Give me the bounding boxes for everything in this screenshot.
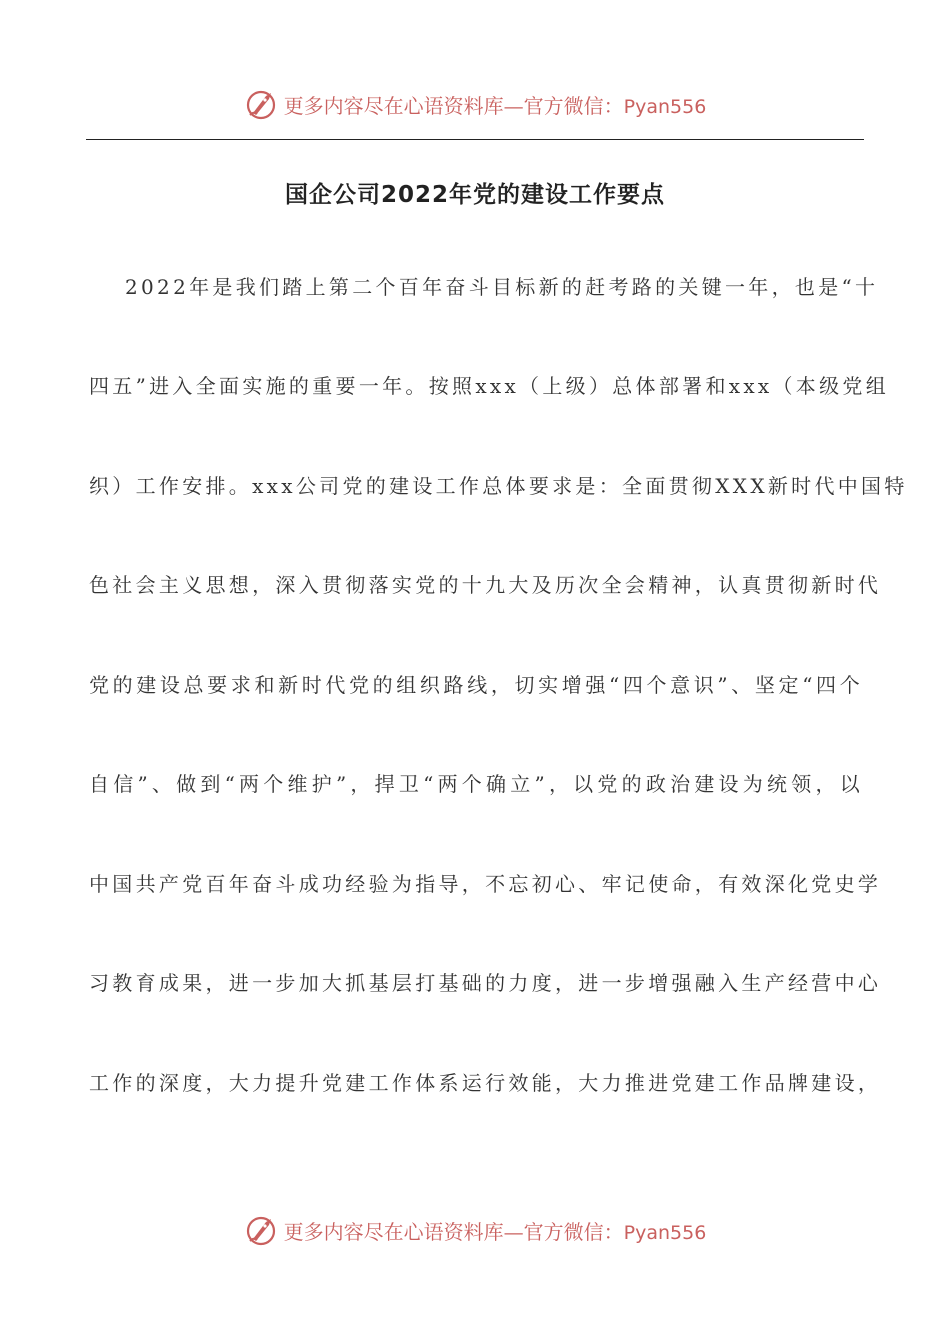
pen-nib-logo-icon xyxy=(244,1213,278,1247)
paragraph-line: 织）工作安排。xxx公司党的建设工作总体要求是：全面贯彻XXX新时代中国特 xyxy=(89,474,908,498)
paragraph-line: 自信”、做到“两个维护”，捍卫“两个确立”，以党的政治建设为统领，以 xyxy=(89,772,863,796)
wechat-label: 官方微信： xyxy=(523,93,624,118)
footer-banner xyxy=(0,1210,950,1250)
paragraph-line: 工作的深度，大力提升党建工作体系运行效能，大力推进党建工作品牌建设， xyxy=(89,1071,882,1095)
document-title: 国企公司2022年党的建设工作要点 xyxy=(284,182,665,208)
wechat-id: Pyan556 xyxy=(623,1221,707,1244)
banner-text xyxy=(284,1216,707,1245)
paragraph-line: 中国共产党百年奋斗成功经验为指导，不忘初心、牢记使命，有效深化党史学 xyxy=(89,872,882,896)
paragraph-line: 色社会主义思想，深入贯彻落实党的十九大及历次全会精神，认真贯彻新时代 xyxy=(89,573,882,597)
pen-nib-logo-icon xyxy=(244,87,278,121)
paragraph-line: 习教育成果，进一步加大抓基层打基础的力度，进一步增强融入生产经营中心 xyxy=(89,971,882,995)
wechat-id: Pyan556 xyxy=(623,95,707,118)
site-name: 更多内容尽在心语资料库 xyxy=(283,93,504,118)
header-banner xyxy=(0,84,950,124)
wechat-label: 官方微信： xyxy=(523,1219,624,1244)
paragraph-line: 党的建设总要求和新时代党的组织路线，切实增强“四个意识”、坚定“四个 xyxy=(89,673,863,697)
banner-separator: — xyxy=(503,93,524,118)
paragraph-line: 四五”进入全面实施的重要一年。按照xxx（上级）总体部署和xxx（本级党组 xyxy=(89,374,889,398)
header-rule xyxy=(86,139,864,140)
banner-text xyxy=(284,90,707,119)
paragraph-line: 2022年是我们踏上第二个百年奋斗目标新的赶考路的关键一年，也是“十 xyxy=(125,275,879,299)
site-name: 更多内容尽在心语资料库 xyxy=(283,1219,504,1244)
banner-separator: — xyxy=(503,1219,524,1244)
